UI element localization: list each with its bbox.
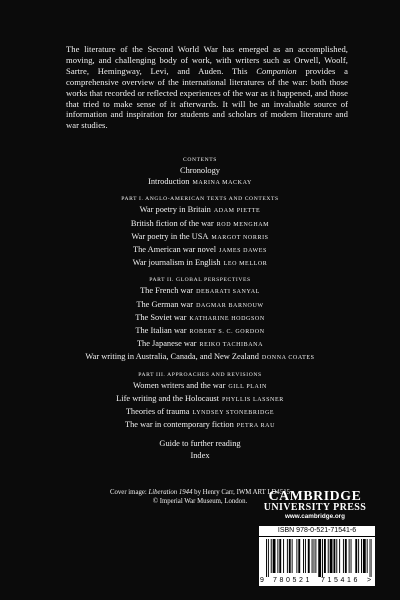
contents-entry <box>0 393 400 406</box>
barcode-bar <box>268 539 269 577</box>
isbn-divider <box>259 536 375 537</box>
part3-heading: PART III. APPROACHES AND REVISIONS <box>138 371 262 378</box>
contents-entry <box>0 204 400 217</box>
entry-title: Chronology <box>179 166 220 175</box>
entry-title: War journalism in English <box>132 258 221 268</box>
entry-title: Introduction <box>148 177 190 187</box>
barcode-bar <box>358 539 359 573</box>
entry-title: War poetry in Britain <box>139 205 211 215</box>
blurb-paragraph <box>66 44 348 131</box>
barcode-bar <box>361 539 362 573</box>
entry-author: DAGMAR BARNOUW <box>196 302 264 309</box>
barcode-bar <box>271 539 272 573</box>
entry-author: ROBERT S. C. GORDON <box>189 329 265 336</box>
contents-entry <box>0 244 400 257</box>
entry-author: JAMES DAWES <box>219 248 267 255</box>
entry-title: Women writers and the war <box>133 380 226 390</box>
barcode-bar <box>345 539 347 573</box>
entry-author: ADAM PIETTE <box>213 208 261 215</box>
barcode-bar <box>363 539 366 573</box>
blurb-companion: Companion <box>256 65 297 76</box>
contents-entry <box>0 406 400 419</box>
entry-title: Life writing and the Holocaust <box>116 393 219 403</box>
part3-items <box>0 380 400 433</box>
part2-items <box>0 285 400 364</box>
barcode-graphic <box>266 539 372 577</box>
entry-title: The French war <box>140 286 194 296</box>
entry-author: MARINA MACKAY <box>192 180 252 187</box>
contents-entry <box>0 325 400 338</box>
part2-heading: PART II. GLOBAL PERSPECTIVES <box>149 277 251 284</box>
barcode-bar <box>371 539 372 577</box>
contents-entry <box>0 419 400 432</box>
barcode-bar <box>298 539 300 573</box>
barcode-bar <box>336 539 337 573</box>
entry-author: DEBARATI SANYAL <box>196 289 260 296</box>
blurb-text-1: The literature of the Second World War has emerged as an accomplished, moving, and challenging body of work, with writers such as Orwell, Woolf, Sartre, Hemingway, Levi, and Auden. This <box>66 44 348 76</box>
entry-author: ROD MENGHAM <box>216 221 270 228</box>
part1-heading: PART I. ANGLO-AMERICAN TEXTS AND CONTEXTS <box>121 196 279 203</box>
barcode-bar <box>318 539 321 577</box>
barcode-bar <box>277 539 278 573</box>
barcode-bar <box>343 539 344 573</box>
barcode-bar <box>322 539 323 577</box>
contents-entry <box>0 380 400 393</box>
barcode-bar <box>324 539 326 573</box>
blurb-text-2: provides a comprehensive overview of the international literatures of the war: both those works that recorded or reflected experiences of the war as it happened, and those that tried to make sense of it afterwards. It will be an invaluable source of information and inspiration for students and scholars of modern literature and war studies. <box>66 65 348 131</box>
barcode-bar <box>289 539 291 573</box>
entry-title: British fiction of the war <box>130 218 214 228</box>
barcode-digit-first: 9 <box>260 577 264 584</box>
contents-entry <box>0 257 400 270</box>
barcode-bar <box>314 539 315 573</box>
barcode-bar <box>308 539 310 573</box>
contents-entry <box>0 351 400 364</box>
contents-entry <box>0 450 400 461</box>
entry-title: The American war novel <box>133 245 217 255</box>
isbn-label: ISBN 978-0-521-71541-6 <box>277 527 357 534</box>
entry-title: Index <box>190 450 210 460</box>
barcode-bar <box>349 539 350 573</box>
entry-author: PHYLLIS LASSNER <box>221 396 284 403</box>
contents-back-matter <box>0 438 400 460</box>
barcode-marker: > <box>367 577 372 584</box>
barcode-digits-left: 780521 <box>273 577 312 584</box>
publisher-url: www.cambridge.org <box>285 513 345 520</box>
contents-list <box>0 156 400 461</box>
credit-prefix: Cover image: <box>109 489 149 496</box>
entry-title: War poetry in the USA <box>131 231 209 241</box>
barcode-bar <box>287 539 288 573</box>
barcode-bar <box>351 539 352 573</box>
publisher-name: CAMBRIDGE <box>268 488 362 503</box>
barcode-bar <box>315 539 316 573</box>
barcode-bar <box>328 539 329 573</box>
cover-credit-line2: © Imperial War Museum, London. <box>152 498 248 505</box>
entry-author: LEO MELLOR <box>223 261 268 268</box>
entry-author: GILL PLAIN <box>228 383 267 390</box>
contents-front-matter <box>0 165 400 189</box>
contents-entry <box>0 231 400 244</box>
credit-work: Liberation 1944 <box>148 489 193 496</box>
publisher-press: UNIVERSITY PRESS <box>263 502 367 513</box>
contents-entry <box>0 176 400 189</box>
isbn-barcode-box <box>259 526 375 586</box>
barcode-bar <box>296 539 297 573</box>
entry-title: The Italian war <box>135 326 187 336</box>
entry-author: KATHARINE HODGSON <box>189 315 265 322</box>
contents-entry <box>0 299 400 312</box>
barcode-bar <box>370 539 371 577</box>
contents-heading: CONTENTS <box>182 157 217 163</box>
barcode-bar <box>312 539 313 573</box>
barcode-bar <box>283 539 284 573</box>
barcode-bar <box>279 539 281 573</box>
contents-entry <box>0 438 400 449</box>
barcode-bar <box>339 539 340 573</box>
contents-entry <box>0 312 400 325</box>
entry-title: The war in contemporary fiction <box>124 420 234 430</box>
contents-entry <box>0 165 400 176</box>
entry-title: Guide to further reading <box>159 439 241 449</box>
barcode-bar <box>355 539 357 573</box>
part1-items <box>0 204 400 270</box>
barcode-bar <box>273 539 276 573</box>
entry-author: DONNA COATES <box>261 355 315 362</box>
entry-author: MARGOT NORRIS <box>211 234 269 241</box>
barcode-digits-right: 715416 <box>321 577 360 584</box>
barcode-bar <box>333 539 335 573</box>
barcode-bar <box>330 539 333 573</box>
entry-title: Theories of trauma <box>125 407 190 417</box>
barcode-bar <box>305 539 306 573</box>
entry-title: The German war <box>136 299 194 309</box>
entry-title: War writing in Australia, Canada, and New Zealand <box>85 352 259 362</box>
barcode-bar <box>266 539 267 577</box>
barcode-bar <box>292 539 293 573</box>
barcode-bar <box>303 539 304 573</box>
contents-entry <box>0 285 400 298</box>
entry-title: The Japanese war <box>136 339 197 349</box>
contents-entry <box>0 338 400 351</box>
publisher-logo <box>255 489 375 521</box>
contents-entry <box>0 218 400 231</box>
credit-suffix: by Henry Carr, IWM ART LD4515 <box>192 489 291 496</box>
barcode-bar <box>367 539 368 573</box>
entry-author: REIKO TACHIBANA <box>199 342 264 349</box>
entry-title: The Soviet war <box>135 312 187 322</box>
entry-author: LYNDSEY STONEBRIDGE <box>192 410 275 417</box>
entry-author: PETRA RAU <box>236 423 276 430</box>
